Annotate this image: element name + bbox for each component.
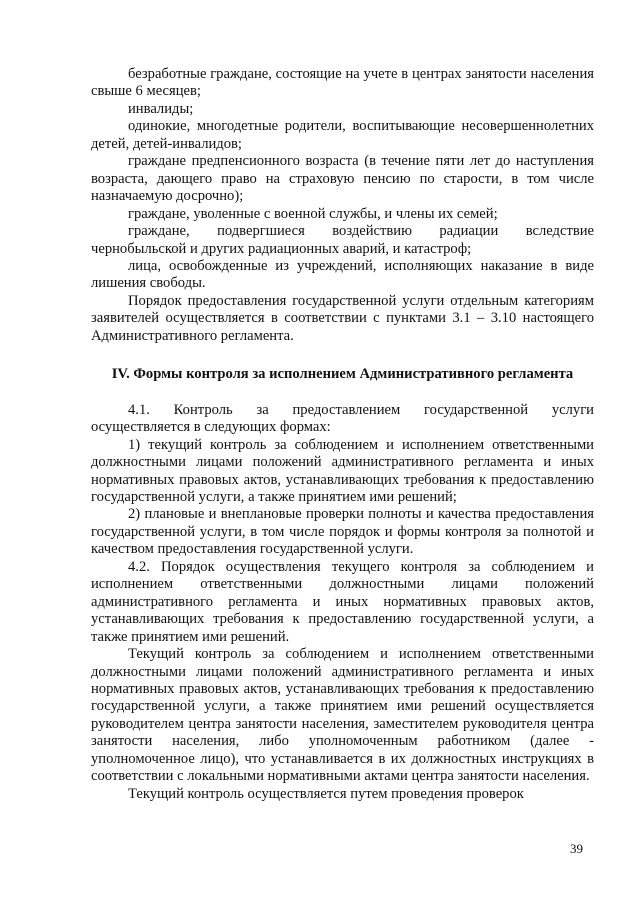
page-number: 39: [570, 841, 583, 856]
paragraph-military: граждане, уволенные с военной службы, и члены их семей;: [128, 205, 498, 222]
document-page: [91, 66, 594, 803]
paragraph-pre-retirement: граждане предпенсионного возраста (в течение пяти лет до наступления возраста, дающего право на страховую пенсию по старости, в том числе назначаемую досрочно);: [91, 153, 594, 205]
paragraph-4-2: 4.2. Порядок осуществления текущего контроля за соблюдением и исполнением ответственными должностными лицами положений административного регламента и иных нормативных правовых актов, устанавливающих требования к предоставлению государственной услуги, а также принятием ими решений.: [91, 558, 594, 645]
paragraph-control-responsible: Текущий контроль за соблюдением и исполнением ответственными должностными лицами положений административного регламента и иных нормативных правовых актов, устанавливающих требования к предоставлению государственной услуги, а также принятием ими решений осуществляется руководителем центра занятости населения, заместителем руководителя центра занятости населения, либо уполномоченным работником (далее - уполномоченное лицо), что устанавливается в их должностных инструкциях в соответствии с локальными нормативными актами центра занятости населения.: [91, 646, 594, 785]
paragraph-current-control: 1) текущий контроль за соблюдением и исполнением ответственными должностными лицами положений административного регламента и иных нормативных правовых актов, устанавливающих требования к предоставлению государственной услуги, а также принятием ими решений;: [91, 436, 594, 505]
paragraph-inspections: 2) плановые и внеплановые проверки полноты и качества предоставления государственной услуги, в том числе порядок и формы контроля за полнотой и качеством предоставления государственной услуги.: [91, 506, 594, 558]
paragraph-disabled: инвалиды;: [128, 100, 194, 117]
paragraph-unemployed: безработные граждане, состоящие на учете в центрах занятости населения свыше 6 месяцев;: [91, 66, 594, 100]
paragraph-radiation: граждане, подвергшиеся воздействию радиации вследствие чернобыльской и других радиационных аварий, и катастроф;: [91, 223, 594, 257]
paragraph-procedure: Порядок предоставления государственной услуги отдельным категориям заявителей осуществляется в соответствии с пунктами 3.1 – 3.10 настоящего Административного регламента.: [91, 292, 594, 344]
paragraph-control-method: Текущий контроль осуществляется путем проведения проверок: [128, 785, 524, 802]
section-heading: IV. Формы контроля за исполнением Административного регламента: [111, 366, 574, 383]
paragraph-4-1: 4.1. Контроль за предоставлением государственной услуги осуществляется в следующих формах:: [91, 401, 594, 436]
paragraph-released-persons: лица, освобожденные из учреждений, исполняющих наказание в виде лишения свободы.: [91, 257, 594, 292]
paragraph-single-parents: одинокие, многодетные родители, воспитывающие несовершеннолетних детей, детей-инвалидов;: [91, 118, 594, 152]
